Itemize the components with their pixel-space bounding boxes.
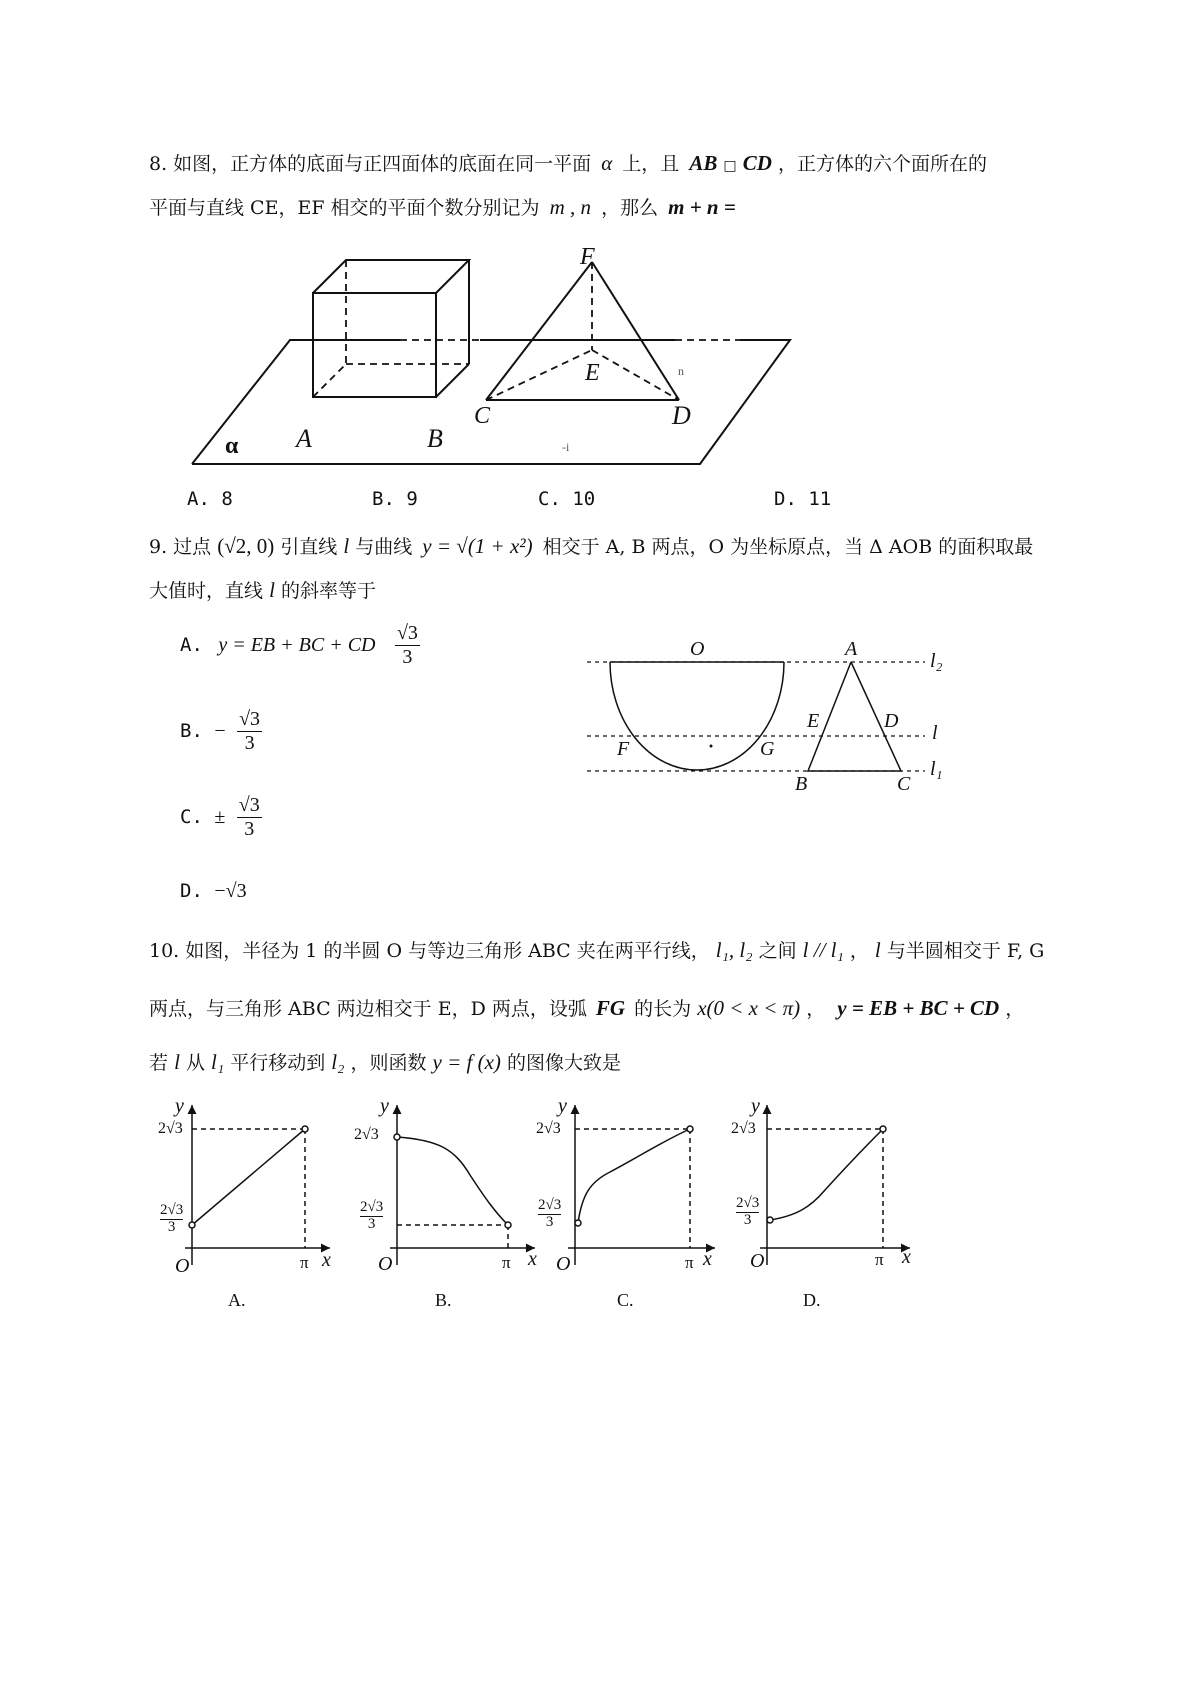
fig-label-f: F [617, 738, 630, 760]
q8-text: 平面与直线 CE，EF 相交的平面个数分别记为 [149, 197, 540, 219]
q10-text: 平行移动到 [230, 1052, 326, 1074]
curve-a [192, 1129, 305, 1225]
q10-text: ， [1005, 998, 1025, 1020]
l1-symbol: l₁ [211, 1050, 225, 1074]
graph-a-top-label: 2√3 [158, 1120, 183, 1137]
graph-b-low-label [360, 1200, 383, 1233]
plus-minus-sign: ± [214, 806, 226, 828]
line-l-symbol: l [343, 534, 350, 558]
point-sqrt2-0: (√2, 0) [217, 534, 275, 558]
option-label: C. [180, 806, 203, 828]
segment-ab: AB [689, 151, 718, 175]
graph-d-low-label [736, 1196, 759, 1229]
fig-label-l2: l₂ [930, 650, 943, 672]
edge-ce [486, 350, 592, 400]
graph-c-caption: C. [617, 1290, 634, 1310]
graph-c-x-label: x [703, 1248, 712, 1270]
q10-text: 两点，与三角形 ABC 两边相交于 E，D 两点，设弧 [149, 998, 587, 1020]
q8-option-d: D. 11 [774, 488, 832, 510]
label-d: D [672, 401, 691, 430]
option-label: B. [180, 720, 203, 742]
q9-text: 与曲线 [355, 536, 413, 558]
graph-a-pi-label: π [300, 1253, 309, 1272]
graph-d-top-label: 2√3 [731, 1120, 756, 1137]
label-a: A [296, 424, 312, 453]
label-b: B [427, 424, 443, 453]
q10-text: ， [806, 998, 826, 1020]
graph-b [390, 1105, 535, 1265]
low-den: 3 [545, 1213, 554, 1230]
q9-option-a [180, 622, 420, 669]
label-c: C [474, 403, 491, 429]
low-num: 2√3 [160, 1202, 184, 1218]
q10-text: 之间 [758, 940, 797, 962]
graph-d-x-label: x [902, 1246, 911, 1268]
low-num: 2√3 [538, 1197, 562, 1213]
graph-b-top-label: 2√3 [354, 1126, 379, 1143]
low-den: 3 [167, 1218, 176, 1235]
graph-a [185, 1105, 330, 1265]
cube-front-face [313, 293, 436, 397]
fraction-denominator: 3 [244, 732, 255, 754]
q10-line1 [149, 940, 1044, 961]
unknown-glyph: □ [723, 158, 737, 174]
q9-line2 [149, 580, 376, 601]
low-den: 3 [743, 1211, 752, 1228]
low-den: 3 [367, 1215, 376, 1232]
q8-line2 [149, 197, 736, 218]
fraction-numerator: √3 [396, 622, 418, 644]
q8-option-c: C. 10 [538, 488, 596, 510]
fig-label-g: G [760, 738, 775, 760]
q8-line1 [149, 153, 987, 174]
label-f: F [580, 244, 595, 270]
fraction [237, 794, 262, 841]
line-l-symbol: l [874, 938, 881, 962]
fig-label-b: B [795, 773, 808, 795]
low-num: 2√3 [360, 1199, 384, 1215]
q10-text: ，则函数 [350, 1052, 427, 1074]
fraction-denominator: 3 [244, 818, 255, 840]
graph-c-pi-label: π [685, 1253, 694, 1272]
m-n-vars: m , n [549, 195, 592, 219]
graph-b-x-label: x [528, 1248, 537, 1270]
graph-a-low-label [160, 1203, 183, 1236]
l2-symbol: l₂ [331, 1050, 345, 1074]
q9-text: 的斜率等于 [280, 580, 376, 602]
fraction-numerator: √3 [238, 794, 260, 816]
curve-equation: y = √(1 + x²) [422, 534, 533, 558]
graph-b-y-label: y [380, 1095, 389, 1117]
option-label: D. [180, 880, 203, 902]
q8-cube-tetrahedron-figure [180, 240, 820, 480]
q10-text: 的长为 [634, 998, 692, 1020]
line-l-symbol: l [269, 578, 275, 602]
graph-b-caption: B. [435, 1290, 452, 1310]
minus-sign: − [214, 720, 226, 742]
fraction [395, 622, 420, 669]
graph-a-y-label: y [175, 1095, 184, 1117]
fig-label-d: D [884, 710, 899, 732]
graph-d-pi-label: π [875, 1250, 884, 1269]
edge-ed [592, 350, 679, 400]
graph-c [568, 1105, 715, 1265]
label-small-i: -i [562, 440, 570, 454]
segment-cd: CD [742, 151, 772, 175]
fig-label-c: C [897, 773, 911, 795]
q8-text: 8. 如图，正方体的底面与正四面体的底面在同一平面 [149, 153, 592, 175]
q8-text: ，正方体的六个面所在的 [777, 153, 987, 175]
arc-fg: FG [595, 996, 626, 1020]
q10-text: 的图像大致是 [506, 1052, 621, 1074]
semicircle-o [610, 662, 784, 770]
low-num: 2√3 [736, 1195, 760, 1211]
curve-b [397, 1137, 508, 1225]
fig-label-l1: l₁ [930, 758, 943, 780]
q10-text: 从 [185, 1052, 205, 1074]
curve-c [578, 1129, 690, 1223]
graph-c-y-label: y [558, 1095, 567, 1117]
fraction [237, 708, 262, 755]
parallel-relation: l // l₁ [802, 938, 844, 962]
q8-text: 上，且 [622, 153, 680, 175]
graph-d-caption: D. [803, 1290, 821, 1310]
q8-option-b: B. 9 [372, 488, 418, 510]
graph-a-origin-label: O [175, 1255, 190, 1277]
l1-l2-symbols: l₁, l₂ [715, 938, 753, 962]
fig-label-l: l [932, 722, 938, 744]
edge-fd [592, 262, 679, 400]
label-alpha: α [225, 433, 239, 459]
graph-c-top-label: 2√3 [536, 1120, 561, 1137]
q9-option-c [180, 794, 262, 841]
label-e: E [585, 360, 600, 386]
q10-text: 与半圆相交于 F, G [886, 940, 1045, 962]
fig-label-o: O [690, 638, 705, 660]
option-expr: −√3 [214, 880, 247, 902]
fig-label-a: A [845, 638, 858, 660]
graph-a-x-label: x [322, 1249, 331, 1271]
q10-line3 [149, 1052, 621, 1073]
q8-option-a: A. 8 [187, 488, 233, 510]
q10-line2 [149, 998, 1024, 1019]
q9-text: 相交于 A, B 两点，O 为坐标原点，当 Δ AOB 的面积取最 [542, 536, 1034, 558]
alpha-symbol: α [601, 151, 613, 175]
x-range: x(0 < x < π) [697, 996, 801, 1020]
option-label: A. [180, 634, 203, 656]
fraction-numerator: √3 [239, 708, 261, 730]
graph-a-caption: A. [228, 1290, 246, 1310]
fraction-denominator: 3 [402, 646, 413, 668]
center-dot [710, 745, 713, 748]
graph-d-origin-label: O [750, 1250, 765, 1272]
q10-text: 10. 如图，半径为 1 的半圆 O 与等边三角形 ABC 夹在两平行线， [149, 940, 710, 962]
q9-option-d [180, 880, 247, 903]
q9-text: 引直线 [280, 536, 338, 558]
graph-c-low-label [538, 1198, 561, 1231]
q9-text: 大值时，直线 [149, 580, 264, 602]
graph-b-origin-label: O [378, 1253, 393, 1275]
option-expr: y = EB + BC + CD [218, 634, 376, 656]
q10-text: ， [849, 940, 869, 962]
fig-label-e: E [807, 710, 820, 732]
curve-d [770, 1129, 883, 1220]
q8-text: ，那么 [601, 197, 659, 219]
graph-d [760, 1105, 910, 1265]
line-l-symbol: l [174, 1050, 180, 1074]
function-fx: y = f (x) [432, 1050, 501, 1074]
graph-b-pi-label: π [502, 1253, 511, 1272]
graph-c-origin-label: O [556, 1253, 571, 1275]
q9-option-b [180, 708, 262, 755]
graph-d-y-label: y [751, 1095, 760, 1117]
q9-text: 9. 过点 [149, 536, 212, 558]
label-small-n: n [678, 364, 684, 378]
m-plus-n: m + n = [668, 195, 736, 219]
y-expression: y = EB + BC + CD [837, 996, 1000, 1020]
edge-fc [486, 262, 592, 400]
q10-text: 若 [149, 1052, 169, 1074]
q9-line1 [149, 536, 1033, 557]
